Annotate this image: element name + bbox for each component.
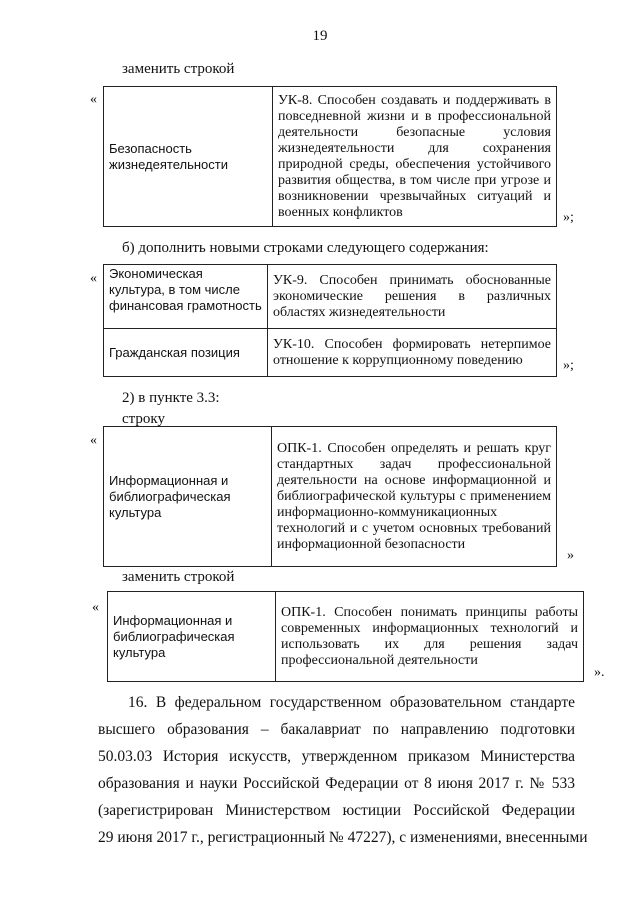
paragraph-line: 29 июня 2017 г., регистрационный № 47227), с изменениями, внесенными [98, 829, 588, 846]
close-quote: » [567, 548, 574, 563]
table-row [104, 87, 557, 227]
competency-description: ОПК-1. Способен понимать принципы работы современных информационных технологий и использовать их для решения задач профессиональной деятельности [276, 592, 584, 682]
competency-category: Информационная и библиографическая культура [104, 427, 272, 567]
table-row [104, 427, 557, 567]
paragraph-line: (зарегистрирован Министерством юстиции Российской Федерации [98, 802, 575, 819]
open-quote: « [90, 433, 97, 448]
instruction-add-rows: б) дополнить новыми строками следующего содержания: [122, 240, 489, 256]
instruction-replace-row: заменить строкой [122, 61, 235, 77]
open-quote: « [92, 600, 99, 615]
table-uk8 [103, 86, 557, 227]
paragraph-line: 50.03.03 История искусств, утвержденном приказом Министерства [98, 748, 575, 765]
close-quote: »; [563, 210, 574, 225]
competency-description: УК-10. Способен формировать нетерпимое отношение к коррупционному поведению [268, 329, 557, 377]
table-uk9-uk10 [103, 264, 557, 377]
table-row [104, 265, 557, 329]
paragraph-16 [98, 689, 588, 851]
competency-category: Экономическая культура, в том числе финансовая грамотность [104, 265, 268, 329]
competency-description: УК-8. Способен создавать и поддерживать в повседневной жизни и в профессиональной деятельности безопасные условия жизнедеятельности для сохранения природной среды, обеспечения устойчивого развития общества, в том числе при угрозе и возникновении чрезвычайных ситуаций и военных конфликтов [273, 87, 557, 227]
open-quote: « [90, 271, 97, 286]
paragraph-line: образования и науки Российской Федерации от 8 июня 2017 г. № 533 [98, 775, 575, 792]
table-opk1-new [107, 591, 584, 682]
table-row [108, 592, 584, 682]
paragraph-line: высшего образования – бакалавриат по направлению подготовки [98, 721, 575, 738]
instruction-replace-row: заменить строкой [122, 569, 235, 585]
paragraph-line: 16. В федеральном государственном образовательном стандарте [128, 694, 575, 711]
instruction-row: строку [122, 411, 165, 427]
competency-description: ОПК-1. Способен определять и решать круг стандартных задач профессиональной деятельности на основе информационной и библиографической культуры с применением информационно-коммуникационных технологий и с учетом основных требований информационной безопасности [272, 427, 557, 567]
competency-category: Безопасность жизнедеятельности [104, 87, 273, 227]
competency-category: Гражданская позиция [104, 329, 268, 377]
close-quote: ». [594, 665, 605, 680]
close-quote: »; [563, 358, 574, 373]
open-quote: « [90, 92, 97, 107]
table-opk1-old [103, 426, 557, 567]
instruction-item-3-3: 2) в пункте 3.3: [122, 390, 220, 406]
competency-description: УК-9. Способен принимать обоснованные экономические решения в различных областях жизнедеятельности [268, 265, 557, 329]
competency-category: Информационная и библиографическая культура [108, 592, 276, 682]
table-row [104, 329, 557, 377]
page-number: 19 [312, 28, 328, 44]
